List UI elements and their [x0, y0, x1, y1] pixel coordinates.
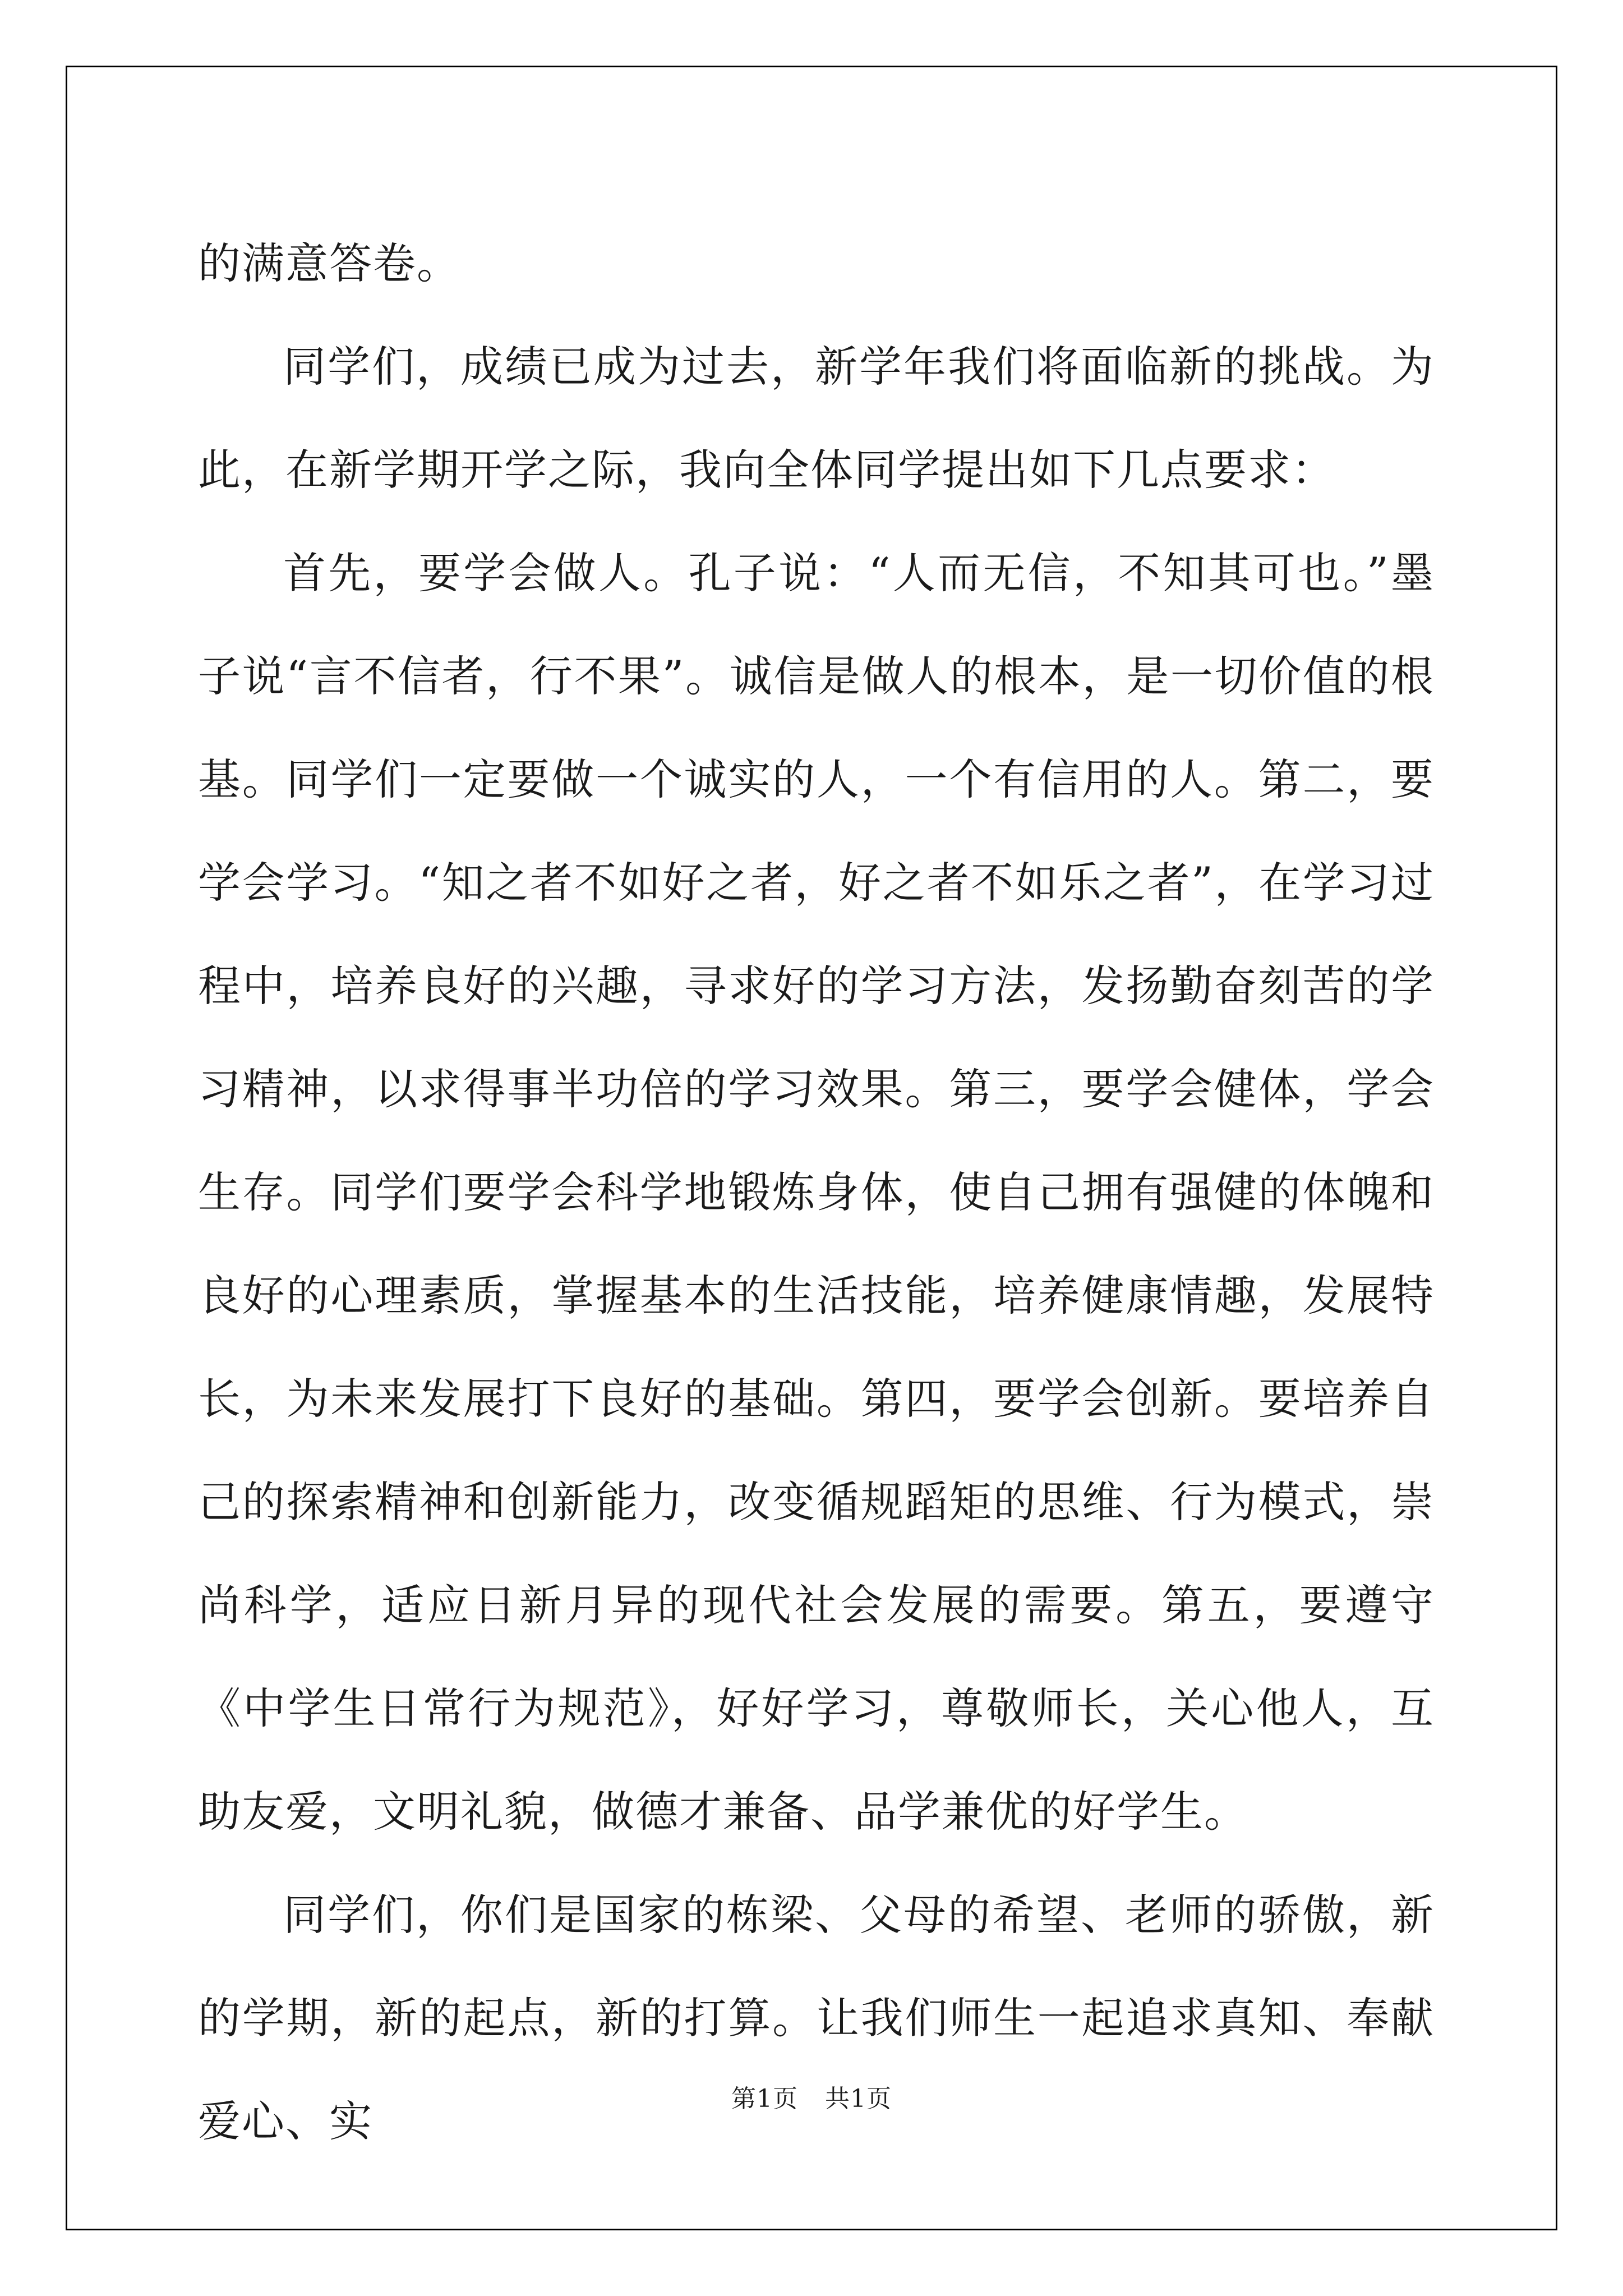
paragraph-2: 同学们，成绩已成为过去，新学年我们将面临新的挑战。为此，在新学期开学之际，我向全体同学提出如下几点要求： — [198, 342, 1435, 495]
page-number: 第1页 — [731, 2085, 798, 2113]
paragraph-3: 首先，要学会做人。孔子说：“人而无信，不知其可也。”墨子说“言不信者，行不果”。诚信是做人的根本，是一切价值的根基。同学们一定要做一个诚实的人，一个有信用的人。第二，要学会学习。“知之者不如好之者，好之者不如乐之者”，在学习过程中，培养良好的兴趣，寻求好的学习方法，发扬勤奋刻苦的学习精神，以求得事半功倍的学习效果。第三，要学会健体，学会生存。同学们要学会科学地锻炼身体，使自己拥有强健的体魄和良好的心理素质，掌握基本的生活技能，培养健康情趣，发展特长，为未来发展打下良好的基础。第四，要学会创新。要培养自己的探索精神和创新能力，改变循规蹈矩的思维、行为模式，崇尚科学，适应日新月异的现代社会发展的需要。第五，要遵守《中学生日常行为规范》，好好学习，尊敬师长，关心他人，互助友爱，文明礼貌，做德才兼备、品学兼优的好学生。 — [198, 548, 1435, 1837]
page-total: 共1页 — [825, 2085, 892, 2113]
paragraph-1: 的满意答卷。 — [198, 238, 460, 288]
document-body — [198, 212, 1435, 2173]
paragraph-4: 同学们，你们是国家的栋梁、父母的希望、老师的骄傲，新的学期，新的起点，新的打算。让我们师生一起追求真知、奉献爱心、实 — [198, 1890, 1435, 2146]
page-footer — [0, 2078, 1623, 2114]
